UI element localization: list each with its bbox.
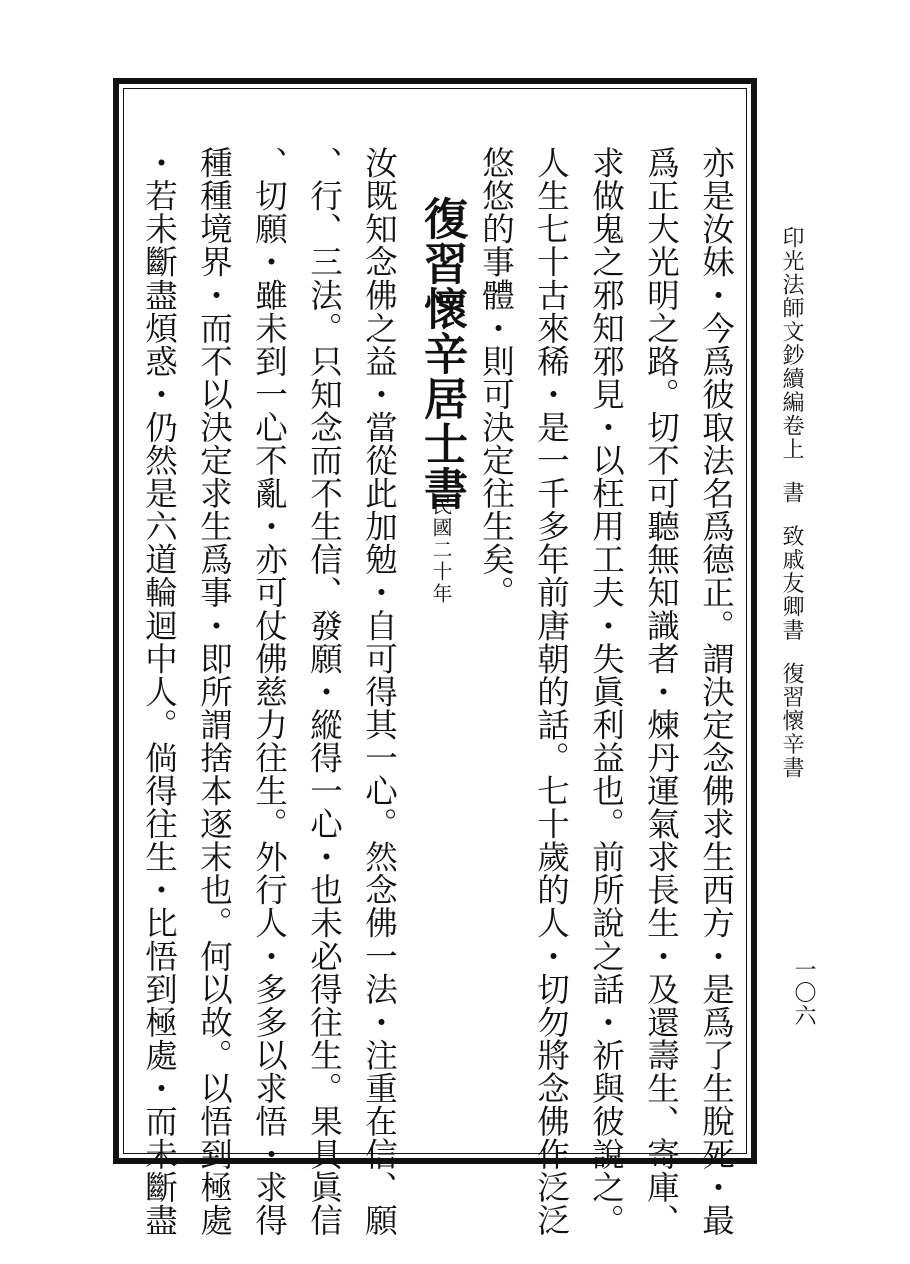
text-column: 、行、三法。只知念而不生信、發願・縱得一心・也未必得往生。果具眞信 <box>305 146 344 1237</box>
letter-title: 復習懷辛居士書 <box>416 196 467 511</box>
text-column: 人生七十古來稀・是一千多年前唐朝的話。七十歲的人・切勿將念佛作泛泛 <box>532 146 571 1237</box>
text-column: 汝既知念佛之益・當從此加勉・自可得其一心。然念佛一法・注重在信、願 <box>360 146 399 1237</box>
running-header <box>780 226 802 780</box>
letter-date: 民國二十年 <box>429 495 453 605</box>
text-column: ・若未斷盡煩惑・仍然是六道輪迴中人。倘得往生・比悟到極處・而未斷盡 <box>140 146 179 1237</box>
page-number: 一〇六 <box>791 958 816 1027</box>
header-book-title: 印光法師文鈔續編卷上 <box>779 226 804 461</box>
text-column: 爲正大光明之路。切不可聽無知識者・煉丹運氣求長生・及還壽生、寄庫、 <box>642 146 681 1237</box>
header-letter-group: 致戚友卿書 <box>779 524 804 642</box>
text-column: 亦是汝妹・今爲彼取法名爲德正。謂決定念佛求生西方・是爲了生脫死・最 <box>697 146 736 1237</box>
text-column: 種種境界・而不以決定求生爲事・即所謂捨本逐末也。何以故。以悟到極處 <box>195 146 234 1237</box>
header-current-letter: 復習懷辛書 <box>779 662 804 780</box>
text-column: 求做鬼之邪知邪見・以枉用工夫・失眞利益也。前所說之話・祈與彼說之。 <box>587 146 626 1237</box>
header-section: 書 <box>779 481 804 505</box>
text-column: 、切願・雖未到一心不亂・亦可仗佛慈力往生。外行人・多多以求悟・求得 <box>250 146 289 1237</box>
text-column: 悠悠的事體・則可決定往生矣。 <box>477 146 516 609</box>
